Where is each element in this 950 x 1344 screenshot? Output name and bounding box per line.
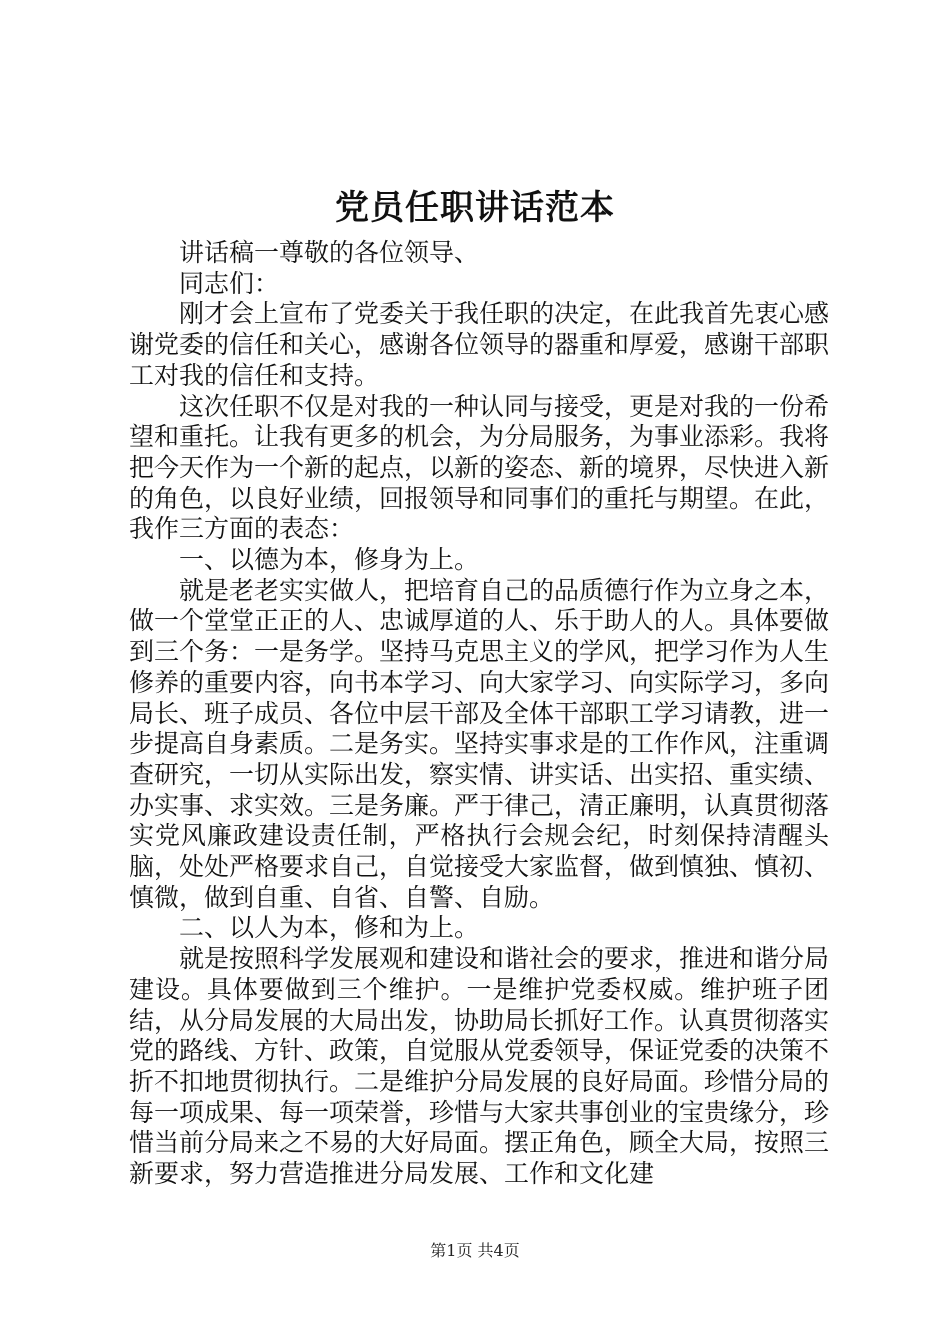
paragraph-section-2: 就是按照科学发展观和建设和谐社会的要求，推进和谐分局建设。具体要做到三个维护。一是维护党委权威。维护班子团结，从分局发展的大局出发，协助局长抓好工作。认真贯彻落实党的路线、方针、政策，自觉服从党委领导，保证党委的决策不折不扣地贯彻执行。二是维护分局发展的良好局面。珍惜分局的每一项成果、每一项荣誉，珍惜与大家共事创业的宝贵缘分，珍惜当前分局来之不易的大好局面。摆正角色，顾全大局，按照三新要求，努力营造推进分局发展、工作和文化建 — [129, 944, 830, 1189]
paragraph-appointment: 这次任职不仅是对我的一种认同与接受，更是对我的一份希望和重托。让我有更多的机会，为分局服务，为事业添彩。我将把今天作为一个新的起点，以新的姿态、新的境界，尽快进入新的角色，以良好业绩，回报领导和同事们的重托与期望。在此，我作三方面的表态： — [129, 391, 830, 544]
page-footer: 第1页 共4页 — [430, 1241, 520, 1260]
section-heading-2: 二、以人为本，修和为上。 — [179, 913, 480, 943]
paragraph-thanks: 刚才会上宣布了党委关于我任职的决定，在此我首先衷心感谢党委的信任和关心，感谢各位领导的器重和厚爱，感谢干部职工对我的信任和支持。 — [129, 299, 830, 390]
paragraph-greeting: 讲话稿一尊敬的各位领导、 — [179, 238, 480, 267]
paragraph-section-1: 就是老老实实做人，把培育自己的品质德行作为立身之本，做一个堂堂正正的人、忠诚厚道的人、乐于助人的人。具体要做到三个务：一是务学。坚持马克思主义的学风，把学习作为人生修养的重要内容，向书本学习、向大家学习、向实际学习，多向局长、班子成员、各位中层干部及全体干部职工学习请教，进一步提高自身素质。二是务实。坚持实事求是的工作作风，注重调查研究，一切从实际出发，察实情、讲实话、出实招、重实绩、办实事、求实效。三是务廉。严于律己，清正廉明，认真贯彻落实党风廉政建设责任制，严格执行会规会纪，时刻保持清醒头脑，处处严格要求自己，自觉接受大家监督，做到慎独、慎初、慎微，做到自重、自省、自警、自励。 — [129, 575, 830, 912]
document-body — [129, 238, 829, 1190]
section-heading-1: 一、以德为本，修身为上。 — [179, 545, 480, 575]
document-title: 党员任职讲话范本 — [335, 188, 615, 228]
paragraph-salutation: 同志们： — [179, 268, 280, 298]
